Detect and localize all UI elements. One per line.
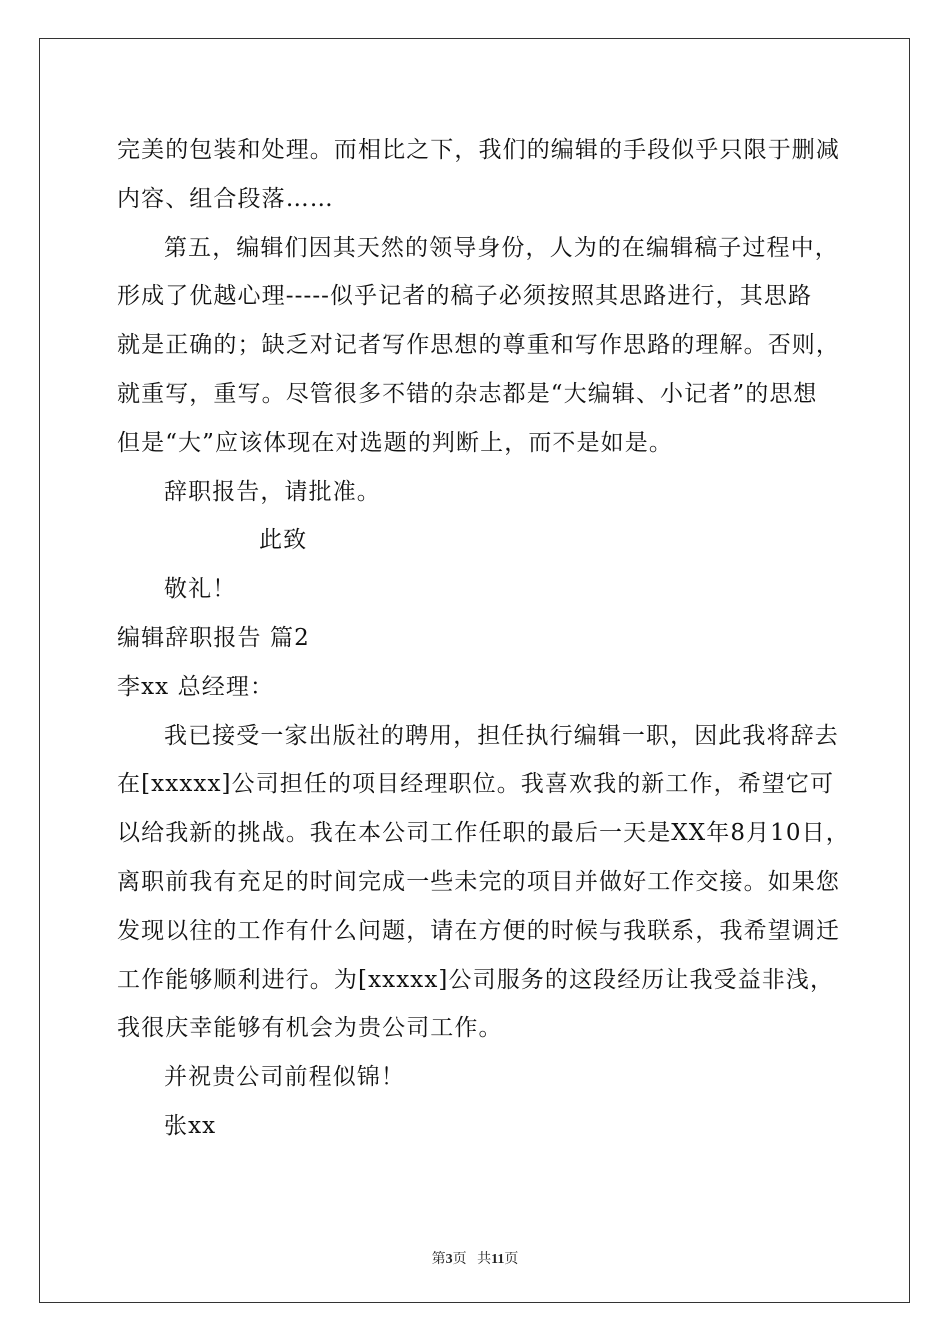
text-line: 内容、组合段落…… xyxy=(117,185,334,212)
addressee-line: 李xx 总经理： xyxy=(117,673,275,700)
total-suffix: 页 xyxy=(504,1252,519,1267)
text-line: 在[xxxxx]公司担任的项目经理职位。我喜欢我的新工作，希望它可 xyxy=(117,771,835,798)
text-line: 以给我新的挑战。我在本公司工作任职的最后一天是XX年8月10日， xyxy=(117,820,850,847)
total-pages: 11 xyxy=(491,1252,505,1267)
signature-line: 张xx xyxy=(164,1112,217,1139)
page-suffix: 页 xyxy=(452,1252,467,1267)
text-line: 我很庆幸能够有机会为贵公司工作。 xyxy=(117,1015,503,1042)
page-number: 3 xyxy=(445,1252,453,1267)
document-body xyxy=(117,126,850,1151)
salutation-line: 敬礼！ xyxy=(164,576,237,603)
text-line: 离职前我有充足的时间完成一些未完的项目并做好工作交接。如果您 xyxy=(117,868,840,895)
total-prefix: 共 xyxy=(477,1252,492,1267)
page-prefix: 第 xyxy=(431,1252,446,1267)
text-line: 发现以往的工作有什么问题，请在方便的时候与我联系，我希望调迁 xyxy=(117,917,840,944)
text-line: 第五，编辑们因其天然的领导身份，人为的在编辑稿子过程中， xyxy=(164,234,839,261)
text-line: 就重写，重写。尽管很多不错的杂志都是“大编辑、小记者”的思想 xyxy=(117,380,818,407)
text-line: 工作能够顺利进行。为[xxxxx]公司服务的这段经历让我受益非浅， xyxy=(117,966,835,993)
page-footer xyxy=(0,1248,950,1268)
text-line: 我已接受一家出版社的聘用，担任执行编辑一职，因此我将辞去 xyxy=(164,722,839,749)
text-line: 形成了优越心理-----似乎记者的稿子必须按照其思路进行，其思路 xyxy=(117,283,813,310)
text-line: 就是正确的；缺乏对记者写作思想的尊重和写作思路的理解。否则， xyxy=(117,332,840,359)
text-line: 辞职报告，请批准。 xyxy=(164,478,381,505)
closing-line: 并祝贵公司前程似锦！ xyxy=(164,1064,405,1091)
salutation-line: 此致 xyxy=(259,527,308,554)
text-line: 但是“大”应该体现在对选题的判断上，而不是如是。 xyxy=(117,429,673,456)
text-line: 完美的包装和处理。而相比之下，我们的编辑的手段似乎只限于删减 xyxy=(117,137,840,163)
section-heading: 编辑辞职报告 篇2 xyxy=(117,624,310,651)
